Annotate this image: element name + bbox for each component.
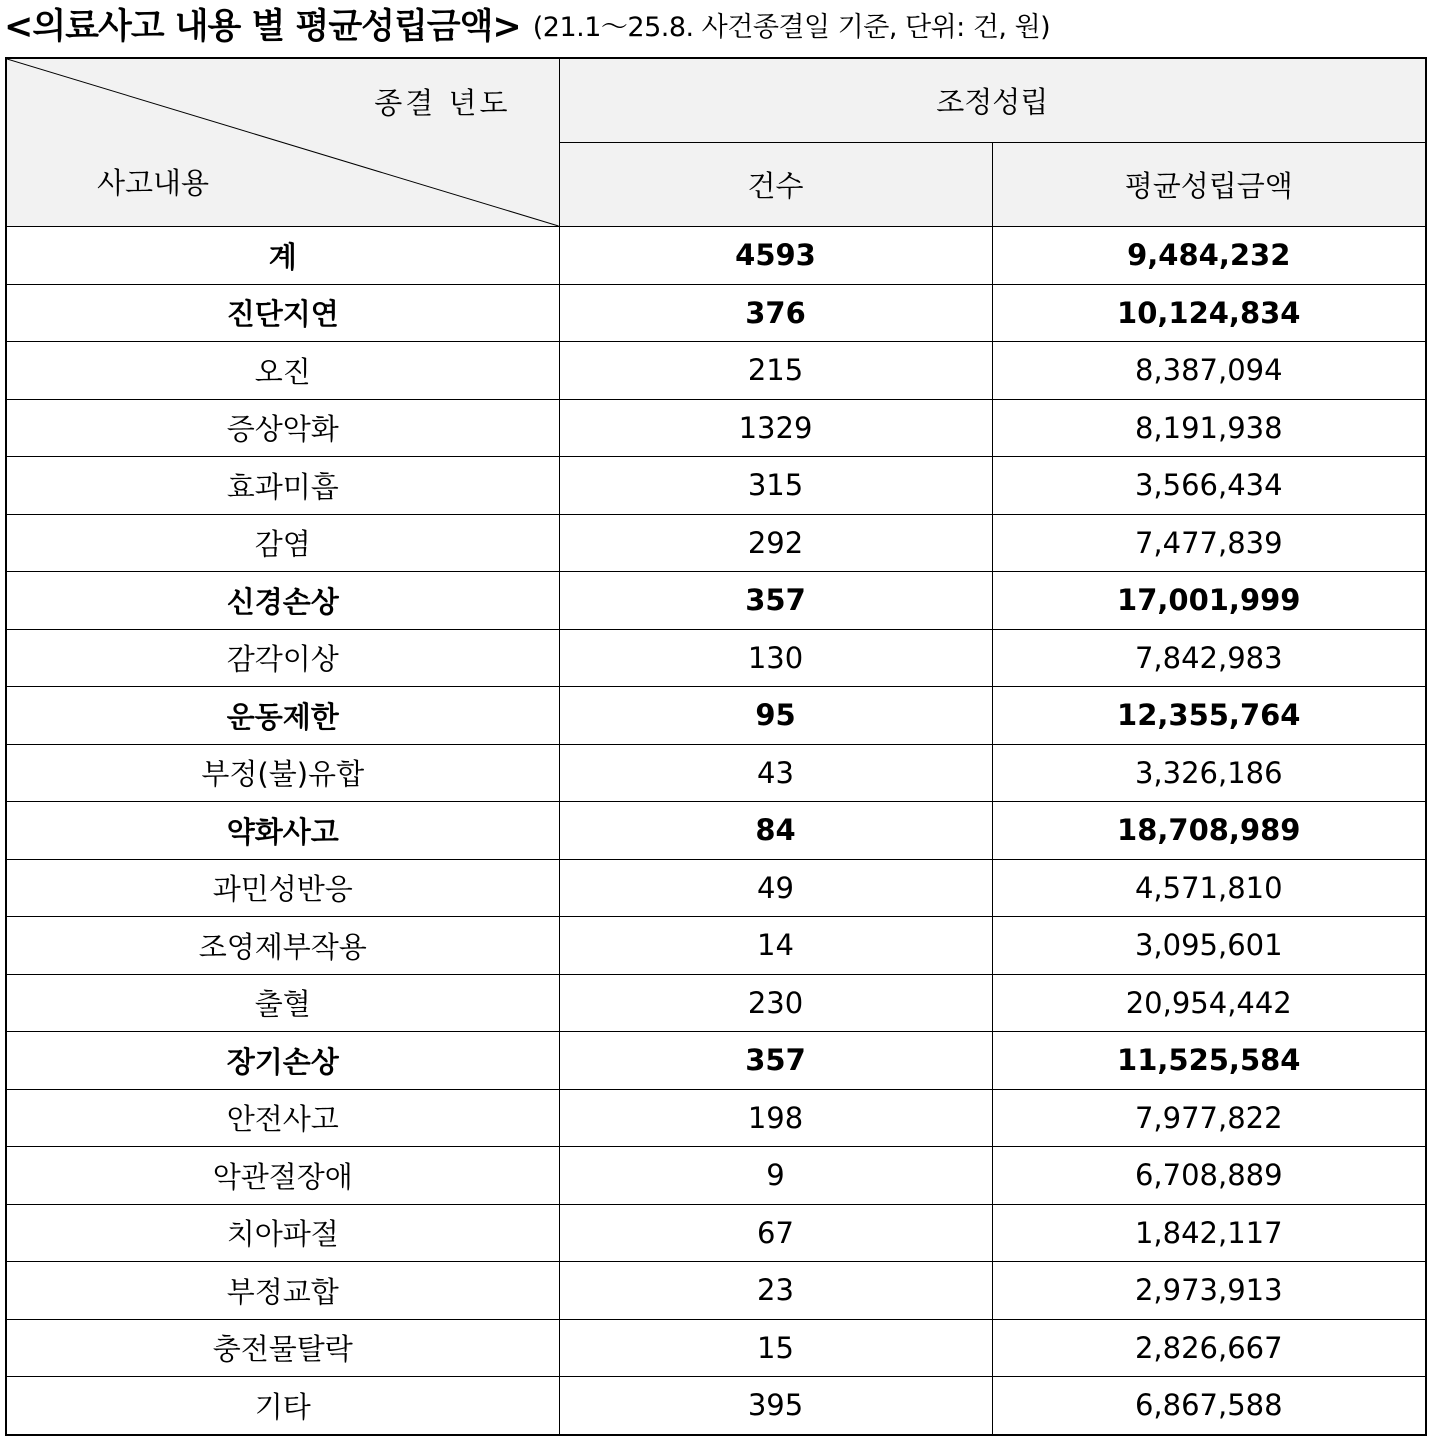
row-count-cell: 292	[559, 514, 992, 572]
row-count-cell: 23	[559, 1262, 992, 1320]
row-amount-cell: 18,708,989	[992, 802, 1426, 860]
row-count-cell: 130	[559, 629, 992, 687]
table-row	[6, 227, 1426, 285]
row-label-cell: 효과미흡	[6, 457, 559, 515]
row-count-cell: 357	[559, 1032, 992, 1090]
row-amount-cell: 2,826,667	[992, 1319, 1426, 1377]
row-amount-cell: 3,326,186	[992, 744, 1426, 802]
row-count-cell: 1329	[559, 399, 992, 457]
table-row	[6, 457, 1426, 515]
table-row	[6, 284, 1426, 342]
table-row	[6, 399, 1426, 457]
corner-header-cell	[6, 58, 559, 227]
row-count-cell: 395	[559, 1377, 992, 1435]
amount-header-cell: 평균성립금액	[992, 143, 1426, 227]
table-row	[6, 744, 1426, 802]
table-row	[6, 342, 1426, 400]
corner-category-label: 사고내용	[97, 166, 210, 200]
row-label-cell: 안전사고	[6, 1089, 559, 1147]
row-label-cell: 운동제한	[6, 687, 559, 745]
table-body	[6, 58, 1426, 1435]
row-count-cell: 315	[559, 457, 992, 515]
row-label-cell: 치아파절	[6, 1204, 559, 1262]
row-label-cell: 신경손상	[6, 572, 559, 630]
row-amount-cell: 3,566,434	[992, 457, 1426, 515]
row-amount-cell: 9,484,232	[992, 227, 1426, 285]
row-count-cell: 43	[559, 744, 992, 802]
row-amount-cell: 7,842,983	[992, 629, 1426, 687]
table-row	[6, 917, 1426, 975]
row-count-cell: 84	[559, 802, 992, 860]
row-label-cell: 부정교합	[6, 1262, 559, 1320]
table-row	[6, 572, 1426, 630]
row-label-cell: 감각이상	[6, 629, 559, 687]
table-row	[6, 859, 1426, 917]
corner-year-label: 종결 년도	[374, 86, 511, 120]
row-amount-cell: 3,095,601	[992, 917, 1426, 975]
row-count-cell: 14	[559, 917, 992, 975]
header-row-1	[6, 58, 1426, 143]
title-subtitle: (21.1～25.8. 사건종결일 기준, 단위: 건, 원)	[532, 11, 1051, 43]
row-amount-cell: 20,954,442	[992, 974, 1426, 1032]
row-amount-cell: 7,477,839	[992, 514, 1426, 572]
row-amount-cell: 17,001,999	[992, 572, 1426, 630]
table-row	[6, 1319, 1426, 1377]
row-count-cell: 9	[559, 1147, 992, 1205]
row-amount-cell: 12,355,764	[992, 687, 1426, 745]
table-row	[6, 974, 1426, 1032]
row-label-cell: 약화사고	[6, 802, 559, 860]
table-row	[6, 1089, 1426, 1147]
table-row	[6, 629, 1426, 687]
row-amount-cell: 8,387,094	[992, 342, 1426, 400]
row-label-cell: 과민성반응	[6, 859, 559, 917]
table-row	[6, 1147, 1426, 1205]
row-label-cell: 감염	[6, 514, 559, 572]
table-row	[6, 1204, 1426, 1262]
row-amount-cell: 11,525,584	[992, 1032, 1426, 1090]
row-label-cell: 조영제부작용	[6, 917, 559, 975]
table-row	[6, 1262, 1426, 1320]
row-count-cell: 376	[559, 284, 992, 342]
row-amount-cell: 7,977,822	[992, 1089, 1426, 1147]
row-label-cell: 기타	[6, 1377, 559, 1435]
table-row	[6, 802, 1426, 860]
row-count-cell: 67	[559, 1204, 992, 1262]
row-label-cell: 악관절장애	[6, 1147, 559, 1205]
page-title	[4, 0, 1050, 48]
row-label-cell: 진단지연	[6, 284, 559, 342]
table-row	[6, 514, 1426, 572]
row-amount-cell: 6,867,588	[992, 1377, 1426, 1435]
row-label-cell: 오진	[6, 342, 559, 400]
count-header-cell: 건수	[559, 143, 992, 227]
row-count-cell: 15	[559, 1319, 992, 1377]
row-count-cell: 230	[559, 974, 992, 1032]
row-amount-cell: 2,973,913	[992, 1262, 1426, 1320]
row-amount-cell: 1,842,117	[992, 1204, 1426, 1262]
table-row	[6, 1032, 1426, 1090]
row-count-cell: 357	[559, 572, 992, 630]
group-header-cell: 조정성립	[559, 58, 1426, 143]
row-count-cell: 198	[559, 1089, 992, 1147]
table-row	[6, 687, 1426, 745]
row-amount-cell: 6,708,889	[992, 1147, 1426, 1205]
accident-amount-table	[5, 57, 1427, 1436]
row-amount-cell: 4,571,810	[992, 859, 1426, 917]
row-amount-cell: 10,124,834	[992, 284, 1426, 342]
row-label-cell: 부정(불)유합	[6, 744, 559, 802]
table-row	[6, 1377, 1426, 1435]
title-main: <의료사고 내용 별 평균성립금액>	[4, 7, 521, 47]
row-label-cell: 증상악화	[6, 399, 559, 457]
row-count-cell: 95	[559, 687, 992, 745]
row-count-cell: 4593	[559, 227, 992, 285]
row-label-cell: 장기손상	[6, 1032, 559, 1090]
row-count-cell: 49	[559, 859, 992, 917]
row-label-cell: 계	[6, 227, 559, 285]
row-label-cell: 출혈	[6, 974, 559, 1032]
row-count-cell: 215	[559, 342, 992, 400]
row-label-cell: 충전물탈락	[6, 1319, 559, 1377]
row-amount-cell: 8,191,938	[992, 399, 1426, 457]
